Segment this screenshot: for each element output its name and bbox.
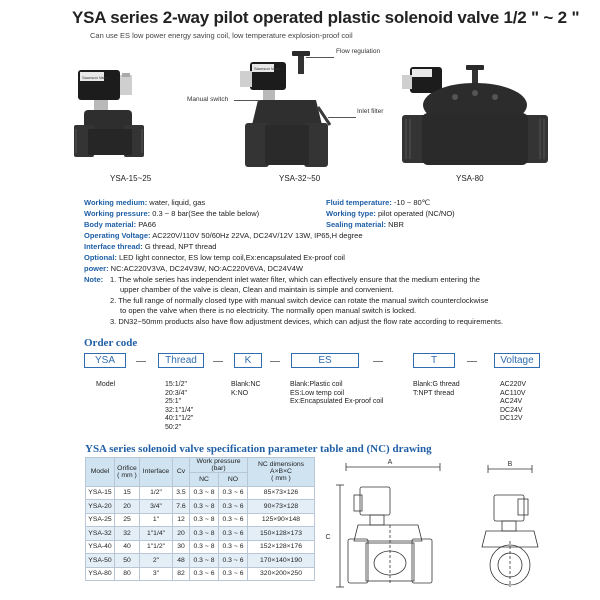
cell-nc: 0.3 ~ 8 bbox=[190, 486, 219, 500]
table-row bbox=[86, 527, 315, 541]
cell-cv: 20 bbox=[173, 527, 190, 541]
dim-label-b: B bbox=[507, 461, 513, 468]
cell-interface: 2" bbox=[140, 554, 173, 568]
cell-interface: 3" bbox=[140, 567, 173, 581]
table-row bbox=[86, 554, 315, 568]
code-dash-3 bbox=[270, 361, 280, 362]
cell-interface: 1"1/4" bbox=[140, 527, 173, 541]
cell-orifice: 25 bbox=[115, 513, 140, 527]
spec-working-medium: Working medium: water, liquid, gas bbox=[84, 198, 206, 207]
cell-nc: 0.3 ~ 8 bbox=[190, 500, 219, 514]
th-model: Model bbox=[86, 458, 115, 487]
th-orifice: Orifice ( mm ) bbox=[115, 458, 140, 487]
product-label-ysa-80: YSA-80 bbox=[456, 174, 484, 183]
cell-dims: 85×73×126 bbox=[248, 486, 315, 500]
cell-dims: 150×128×173 bbox=[248, 527, 315, 541]
code-box-thread: Thread bbox=[158, 353, 204, 368]
spec-note-label: Note: bbox=[84, 275, 104, 284]
note-list bbox=[110, 275, 570, 327]
cell-interface: 1"1/2" bbox=[140, 540, 173, 554]
valve-ysa-32-50-image bbox=[240, 51, 330, 167]
spec-operating-voltage: Operating Voltage: AC220V/110V 50/60Hz 22VA, DC24V/12V 13W, IP65,H degree bbox=[84, 231, 363, 240]
note-item-2: 2. The full range of normally closed type with manual switch device can rotate the manual switch counterclockwise bbox=[110, 295, 489, 305]
cell-cv: 3.5 bbox=[173, 486, 190, 500]
cell-orifice: 20 bbox=[115, 500, 140, 514]
spec-table bbox=[85, 457, 315, 581]
cell-dims: 90×73×128 bbox=[248, 500, 315, 514]
order-code-title: Order code bbox=[84, 337, 138, 349]
cell-dims: 125×90×148 bbox=[248, 513, 315, 527]
callout-inlet-filter: Inlet filter bbox=[357, 108, 384, 115]
cell-interface: 1" bbox=[140, 513, 173, 527]
code-dash-5 bbox=[467, 361, 477, 362]
table-row bbox=[86, 540, 315, 554]
code-box-t: T bbox=[413, 353, 455, 368]
option-voltage: AC220V AC110V AC24V DC24V DC12V bbox=[500, 381, 527, 423]
code-box-ysa: YSA bbox=[84, 353, 126, 368]
th-nc: NC bbox=[190, 473, 219, 487]
spec-optional: Optional: LED light connector, ES low temp coil,Ex:encapsulated Ex-proof coil bbox=[84, 253, 345, 262]
code-box-k: K bbox=[234, 353, 262, 368]
option-t: Blank:G thread T:NPT thread bbox=[413, 381, 460, 397]
cell-cv: 30 bbox=[173, 540, 190, 554]
spec-interface-thread: Interface thread: G thread, NPT thread bbox=[84, 242, 217, 251]
dim-label-a: A bbox=[387, 459, 393, 466]
cell-cv: 48 bbox=[173, 554, 190, 568]
cell-no: 0.3 ~ 6 bbox=[219, 500, 248, 514]
th-interface: Interface bbox=[140, 458, 173, 487]
note-item-1: 1. The whole series has independent inlet water filter, which can effectively ensure that the medium entering the bbox=[110, 275, 480, 284]
coil-brand-1: Saunson Valve bbox=[82, 75, 109, 80]
page-subtitle: Can use ES low power energy saving coil, low temperature explosion-proof coil bbox=[90, 31, 353, 40]
cell-model: YSA-80 bbox=[86, 567, 115, 581]
cell-dims: 152×128×176 bbox=[248, 540, 315, 554]
cell-orifice: 40 bbox=[115, 540, 140, 554]
dim-label-c: C bbox=[325, 534, 331, 541]
cell-dims: 320×200×250 bbox=[248, 567, 315, 581]
valve-ysa-80-image bbox=[402, 65, 548, 165]
cell-model: YSA-15 bbox=[86, 486, 115, 500]
cell-orifice: 50 bbox=[115, 554, 140, 568]
cell-orifice: 15 bbox=[115, 486, 140, 500]
table-row bbox=[86, 486, 315, 500]
th-dims: NC dimensions A×B×C ( mm ) bbox=[248, 458, 315, 487]
cell-nc: 0.3 ~ 8 bbox=[190, 540, 219, 554]
coil-brand-2: Saunson Valve bbox=[254, 66, 281, 71]
option-model: Model bbox=[96, 381, 116, 388]
table-row bbox=[86, 567, 315, 581]
note-item-3: 3. DN32~50mm products also have flow adjustment devices, which can adjust the flow rate according to requirements. bbox=[110, 316, 503, 326]
cell-no: 0.3 ~ 6 bbox=[219, 540, 248, 554]
cell-interface: 3/4" bbox=[140, 500, 173, 514]
product-label-ysa-15-25: YSA-15~25 bbox=[110, 174, 152, 183]
spec-body-material: Body material: PA66 bbox=[84, 220, 156, 229]
cell-cv: 82 bbox=[173, 567, 190, 581]
page-title: YSA series 2-way pilot operated plastic solenoid valve 1/2 " ~ 2 " bbox=[72, 8, 580, 27]
cell-orifice: 80 bbox=[115, 567, 140, 581]
spec-sealing-material: Sealing material: NBR bbox=[326, 220, 404, 229]
code-box-es: ES bbox=[291, 353, 359, 368]
spec-working-pressure: Working pressure: 0.3 ~ 8 bar(See the table below) bbox=[84, 209, 260, 218]
table-row bbox=[86, 500, 315, 514]
code-dash-1 bbox=[136, 361, 146, 362]
cell-no: 0.3 ~ 6 bbox=[219, 513, 248, 527]
callout-line-manual bbox=[234, 100, 260, 101]
spec-working-type: Working type: pilot operated (NC/NO) bbox=[326, 209, 455, 218]
technical-drawing bbox=[318, 455, 558, 595]
th-cv: Cv bbox=[173, 458, 190, 487]
valve-ysa-15-25-image bbox=[74, 70, 144, 157]
cell-nc: 0.3 ~ 8 bbox=[190, 527, 219, 541]
cell-no: 0.3 ~ 6 bbox=[219, 486, 248, 500]
code-dash-2 bbox=[213, 361, 223, 362]
th-no: NO bbox=[219, 473, 248, 487]
cell-model: YSA-50 bbox=[86, 554, 115, 568]
cell-model: YSA-32 bbox=[86, 527, 115, 541]
cell-cv: 12 bbox=[173, 513, 190, 527]
note-item-2-cont: to open the valve when there is no electricity. The normally open manual switch is locked. bbox=[120, 306, 417, 316]
callout-line-flow bbox=[306, 57, 334, 58]
cell-model: YSA-40 bbox=[86, 540, 115, 554]
cell-no: 0.3 ~ 6 bbox=[219, 567, 248, 581]
cell-no: 0.3 ~ 6 bbox=[219, 527, 248, 541]
cell-nc: 0.3 ~ 6 bbox=[190, 567, 219, 581]
callout-manual-switch: Manual switch bbox=[187, 96, 229, 103]
spec-power: power: NC:AC220V3VA, DC24V3W, NO:AC220V6VA, DC24V4W bbox=[84, 264, 303, 273]
cell-orifice: 32 bbox=[115, 527, 140, 541]
spec-fluid-temperature: Fluid temperature: -10 ~ 80℃ bbox=[326, 198, 431, 207]
table-row bbox=[86, 513, 315, 527]
cell-nc: 0.3 ~ 8 bbox=[190, 513, 219, 527]
callout-line-inlet bbox=[328, 117, 356, 118]
th-pressure: Work pressure (bar) bbox=[190, 458, 248, 473]
table-title: YSA series solenoid valve specification parameter table and (NC) drawing bbox=[85, 443, 432, 455]
cell-interface: 1/2" bbox=[140, 486, 173, 500]
note-item-1-cont: upper chamber of the valve is clean, Clean and maintain is simple and convenient. bbox=[120, 285, 394, 295]
code-dash-4 bbox=[373, 361, 383, 362]
cell-nc: 0.3 ~ 8 bbox=[190, 554, 219, 568]
cell-model: YSA-20 bbox=[86, 500, 115, 514]
option-k: Blank:NC K:NO bbox=[231, 381, 261, 397]
product-label-ysa-32-50: YSA-32~50 bbox=[279, 174, 321, 183]
cell-model: YSA-25 bbox=[86, 513, 115, 527]
option-es: Blank:Plastic coil ES:Low temp coil Ex:Encapsulated Ex-proof coil bbox=[290, 381, 384, 406]
product-images bbox=[70, 45, 550, 180]
callout-flow-regulation: Flow regulation bbox=[336, 48, 381, 55]
cell-dims: 170×140×190 bbox=[248, 554, 315, 568]
option-thread: 15:1/2" 20:3/4" 25:1" 32:1"1/4" 40:1"1/2" 50:2" bbox=[165, 381, 194, 431]
code-box-voltage: Voltage bbox=[494, 353, 540, 368]
cell-no: 0.3 ~ 6 bbox=[219, 554, 248, 568]
cell-cv: 7.6 bbox=[173, 500, 190, 514]
